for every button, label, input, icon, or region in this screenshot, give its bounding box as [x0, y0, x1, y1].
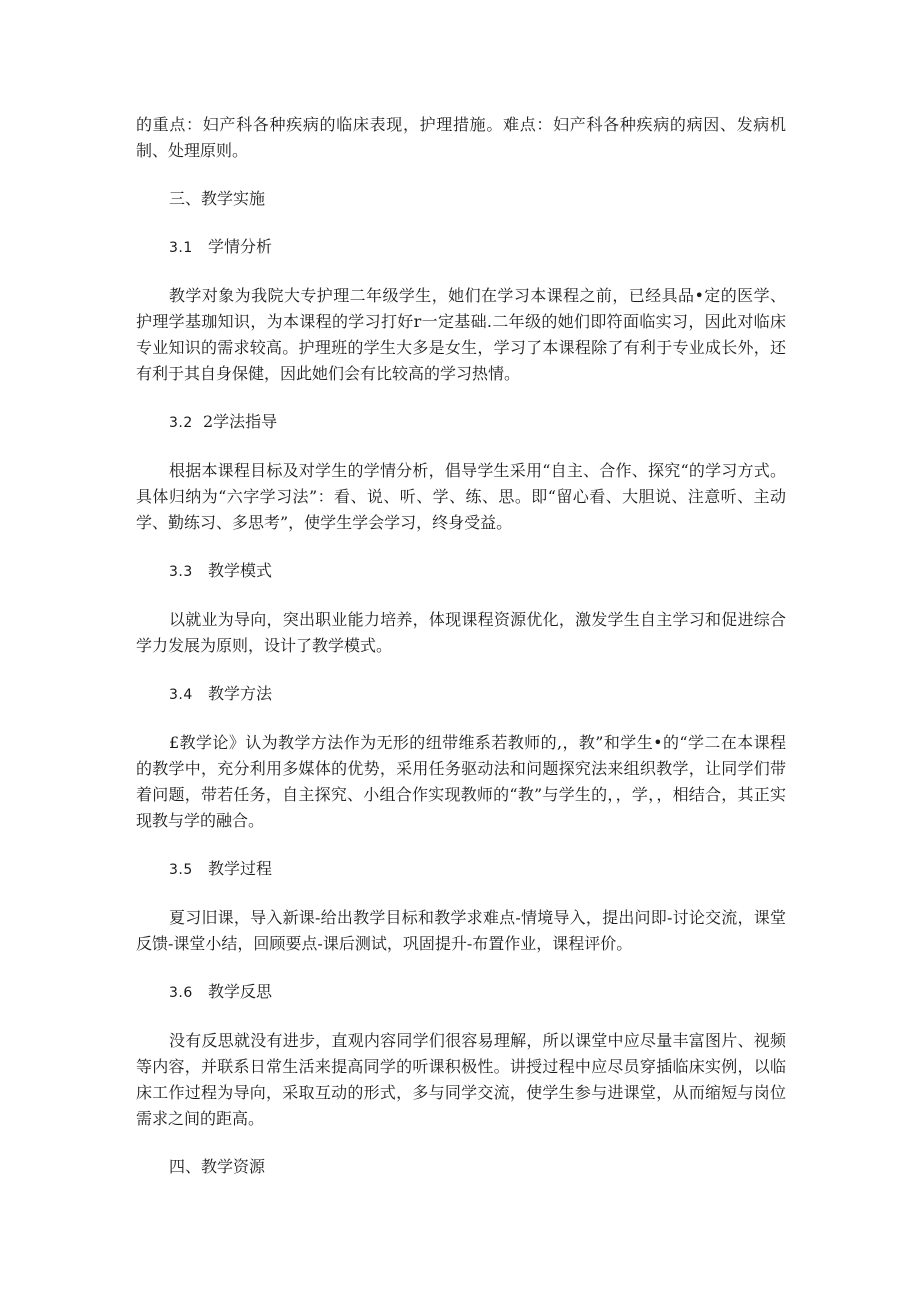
subsection-heading-3-6: [136, 979, 786, 1006]
paragraph-3-6: 没有反思就没有进步，直观内容同学们很容易理解，所以课堂中应尽量丰富图片、视频等内容，并联系日常生活来提高同学的听课积极性。讲授过程中应尽员穿插临床实例，以临床工作过程为导向，采取互动的形式，多与同学交流，使学生参与进课堂，从而缩短与岗位需求之间的距高。: [136, 1031, 786, 1128]
subsection-title: 教学方法: [208, 684, 273, 703]
paragraph-3-3: 以就业为导向，突出职业能力培养，体现课程资源优化，激发学生自主学习和促进综合学力发展为原则，设计了教学模式。: [136, 610, 786, 655]
subsection-number: 3.4: [169, 687, 193, 703]
section-heading-3: 三、教学实施: [169, 189, 266, 208]
subsection-heading-3-4: [136, 681, 786, 708]
subsection-title: 教学反思: [208, 982, 273, 1001]
subsection-number: 3.1: [169, 240, 193, 256]
subsection-number: 3.6: [169, 985, 193, 1001]
subsection-number: 3.2: [169, 415, 193, 431]
paragraph-3-4: £教学论》认为教学方法作为无形的纽带维系若教师的,，教”和学生•的“学二在本课程的教学中，充分利用多媒体的优势，采用任务驱动法和问题探究法来组织教学，让同学们带着问题，带若任务，自主探究、小组合作实现教师的“教”与学生的，，学，，相结合，其正实现教与学的融合。: [136, 733, 786, 830]
subsection-title: 教学过程: [208, 859, 273, 878]
subsection-title: 教学模式: [208, 561, 273, 580]
subsection-number: 3.5: [169, 862, 193, 878]
subsection-heading-3-3: [136, 558, 786, 585]
paragraph-3-5: 夏习旧课，导入新课-给出教学目标和教学求难点-情境导入，提出问即-讨论交流，课堂反馈-课堂小结，回顾要点-课后测试，巩固提升-布置作业，课程评价。: [136, 908, 786, 953]
subsection-heading-3-5: [136, 856, 786, 883]
subsection-title: 学情分析: [208, 237, 273, 256]
intro-paragraph: 的重点：妇产科各种疾病的临床表现，护理措施。难点：妇产科各种疾病的病因、发病机制、处理原则。: [136, 115, 786, 160]
section-heading-4: 四、教学资源: [169, 1157, 266, 1176]
paragraph-3-1: 教学对象为我院大专护理二年级学生，她们在学习本课程之前，已经具品•定的医学、护理学基珈知识，为本课程的学习打好r一定基础.二年级的她们即符面临实习，因此对临床专业知识的需求较高。护理班的学生大多是女生，学习了本课程除了有利于专业成长外，还有利于其自身保健，因此她们会有比较高的学习热情。: [136, 286, 786, 383]
subsection-heading-3-1: [136, 234, 786, 261]
subsection-title: 2学法指导: [202, 412, 278, 431]
paragraph-3-2: 根据本课程目标及对学生的学情分析，倡导学生采用“自主、合作、探究“的学习方式。具体归纳为“六字学习法”：看、说、听、学、练、思。即“留心看、大胆说、注意听、主动学、勤练习、多思考”，使学生学会学习，终身受益。: [136, 461, 786, 532]
subsection-heading-3-2: [136, 409, 786, 436]
subsection-number: 3.3: [169, 564, 193, 580]
document-page: [136, 112, 786, 1180]
